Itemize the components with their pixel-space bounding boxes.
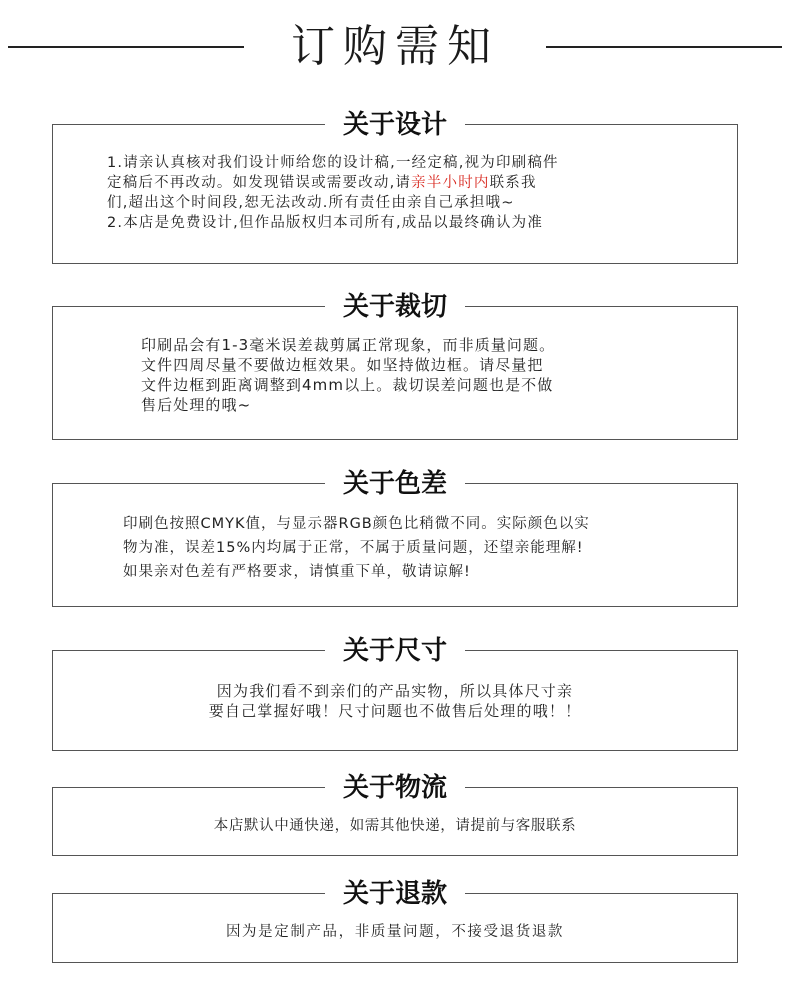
text-line <box>123 512 737 536</box>
text-fragment: 印刷色按照CMYK值，与显示器RGB颜色比稍微不同。实际颜色以实 <box>123 516 590 532</box>
section-body <box>107 153 737 233</box>
text-line <box>53 922 737 942</box>
section-body <box>53 922 737 942</box>
text-line <box>53 701 737 721</box>
text-line <box>141 355 737 375</box>
text-line <box>123 560 737 584</box>
text-line <box>53 816 737 836</box>
text-fragment: 如果亲对色差有严格要求，请慎重下单，敬请谅解! <box>123 564 471 580</box>
section-title: 关于设计 <box>325 105 465 145</box>
section-title: 关于色差 <box>325 464 465 504</box>
page-title: 订购需知 <box>291 21 499 72</box>
text-fragment: 联系我 <box>489 175 537 191</box>
text-line <box>123 536 737 560</box>
section-logistics <box>52 773 738 856</box>
section-title: 关于退款 <box>325 874 465 914</box>
header-rule-right <box>546 46 782 48</box>
text-fragment: 物为准，误差15%内均属于正常，不属于质量问题，还望亲能理解! <box>123 540 584 556</box>
text-fragment: 文件边框到距离调整到4mm以上。裁切误差问题也是不做 <box>141 376 554 394</box>
text-line <box>107 173 737 193</box>
section-body <box>123 512 737 584</box>
section-body <box>141 335 737 415</box>
text-fragment: 文件四周尽量不要做边框效果。如坚持做边框。请尽量把 <box>141 356 544 374</box>
text-line <box>107 213 737 233</box>
section-cutting <box>52 292 738 440</box>
section-title: 关于物流 <box>325 768 465 808</box>
text-fragment: 们,超出这个时间段,恕无法改动.所有责任由亲自己承担哦~ <box>107 195 515 211</box>
text-fragment: 定稿后不再改动。如发现错误或需要改动,请 <box>107 175 412 191</box>
section-body <box>53 681 737 721</box>
section-color-difference <box>52 469 738 607</box>
text-line <box>141 335 737 355</box>
section-body <box>53 816 737 836</box>
text-line <box>141 375 737 395</box>
text-fragment: 因为我们看不到亲们的产品实物，所以具体尺寸亲 <box>216 682 574 700</box>
text-fragment: 印刷品会有1-3毫米误差裁剪属正常现象，而非质量问题。 <box>141 336 556 354</box>
text-fragment: 本店默认中通快递，如需其他快递，请提前与客服联系 <box>213 818 577 834</box>
section-refund <box>52 879 738 963</box>
section-design <box>52 110 738 264</box>
text-line <box>53 681 737 701</box>
text-fragment: 因为是定制产品，非质量问题，不接受退货退款 <box>225 924 565 940</box>
section-title: 关于裁切 <box>325 287 465 327</box>
text-fragment: 1.请亲认真核对我们设计师给您的设计稿,一经定稿,视为印刷稿件 <box>107 155 559 171</box>
section-title: 关于尺寸 <box>325 631 465 671</box>
text-line <box>107 153 737 173</box>
text-line <box>141 395 737 415</box>
highlighted-text: 亲半小时内 <box>411 175 490 191</box>
text-line <box>107 193 737 213</box>
text-fragment: 2.本店是免费设计,但作品版权归本司所有,成品以最终确认为准 <box>107 215 544 231</box>
text-fragment: 售后处理的哦~ <box>141 396 252 414</box>
text-fragment: 要自己掌握好哦！尺寸问题也不做售后处理的哦！！ <box>208 702 582 720</box>
section-size <box>52 636 738 751</box>
page-header <box>0 12 790 82</box>
header-rule-left <box>8 46 244 48</box>
